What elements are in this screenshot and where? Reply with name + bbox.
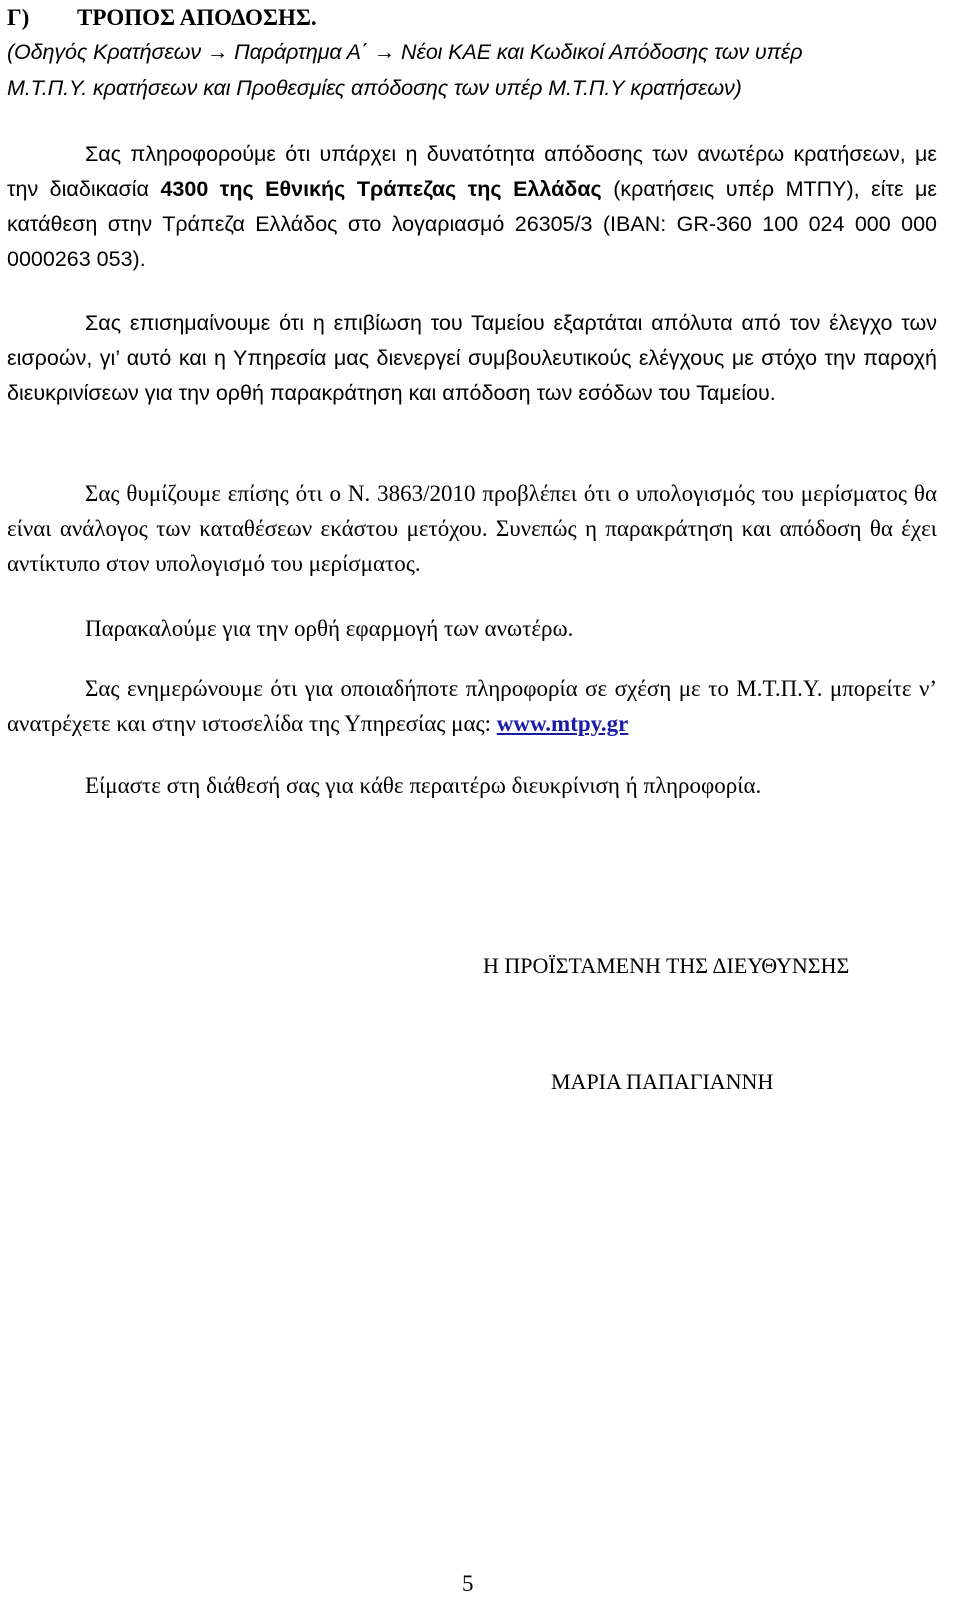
signature-name: ΜΑΡΙΑ ΠΑΠΑΓΙΑΝΝΗ xyxy=(551,1069,774,1094)
paragraph-availability: Είμαστε στη διάθεσή σας για κάθε περαιτέρω διευκρίνιση ή πληροφορία. xyxy=(85,773,762,798)
paragraph-dividend: Σας θυμίζουμε επίσης ότι ο Ν. 3863/2010 προβλέπει ότι ο υπολογισμός του μερίσματος θα είναι ανάλογος των καταθέσεων εκάστου μετόχου. Συνεπώς η παρακράτηση και απόδοση θα έχει αντίκτυπο στον υπολογισμό του μερίσματος. xyxy=(7,481,937,576)
paragraph-website xyxy=(7,671,937,741)
section-subtitle xyxy=(7,34,937,106)
page-number: 5 xyxy=(462,1571,474,1596)
paragraph-payment-method-part1: Σας πληροφορούμε ότι υπάρχει η δυνατότητα απόδοσης των ανωτέρω κρατήσεων, με την διαδικασία xyxy=(7,142,937,201)
paragraph-payment-method xyxy=(7,137,937,277)
section-subtitle-line1: (Οδηγός Κρατήσεων → Παράρτημα Α΄ → Νέοι ΚΑΕ και Κωδικοί Απόδοσης των υπέρ xyxy=(7,40,803,64)
section-subtitle-line2: Μ.Τ.Π.Υ. κρατήσεων και Προθεσμίες απόδοσης των υπέρ Μ.Τ.Π.Υ κρατήσεων) xyxy=(7,76,742,100)
paragraph-website-text: Σας ενημερώνουμε ότι για οποιαδήποτε πληροφορία σε σχέση με το Μ.Τ.Π.Υ. μπορείτε ν’ ανατρέχετε και στην ιστοσελίδα της Υπηρεσίας μας: xyxy=(7,676,937,736)
section-title: ΤΡΟΠΟΣ ΑΠΟΔΟΣΗΣ. xyxy=(77,5,317,30)
paragraph-payment-method-bold: 4300 της Εθνικής Τράπεζας της Ελλάδας xyxy=(160,177,602,201)
section-letter: Γ) xyxy=(7,5,30,30)
document-page xyxy=(7,0,937,798)
paragraph-request: Παρακαλούμε για την ορθή εφαρμογή των ανωτέρω. xyxy=(85,616,574,641)
paragraph-payment-method-part2: (κρατήσεις υπέρ ΜΤΠΥ), είτε με κατάθεση στην Τράπεζα Ελλάδος στο λογαριασμό 26305/3 (IBAN: GR-360 100 024 000 000 0000263 053). xyxy=(7,177,937,271)
website-link[interactable]: www.mtpy.gr xyxy=(496,711,629,736)
section-heading xyxy=(7,0,937,34)
paragraph-fund-survival: Σας επισημαίνουμε ότι η επιβίωση του Ταμείου εξαρτάται απόλυτα από τον έλεγχο των εισροών, γι’ αυτό και η Υπηρεσία μας διενεργεί συμβουλευτικούς ελέγχους με στόχο την παροχή διευκρινίσεων για την ορθή παρακράτηση και απόδοση των εσόδων του Ταμείου. xyxy=(7,311,937,405)
signature-title: Η ΠΡΟΪΣΤΑΜΕΝΗ ΤΗΣ ΔΙΕΥΘΥΝΣΗΣ xyxy=(483,953,850,978)
